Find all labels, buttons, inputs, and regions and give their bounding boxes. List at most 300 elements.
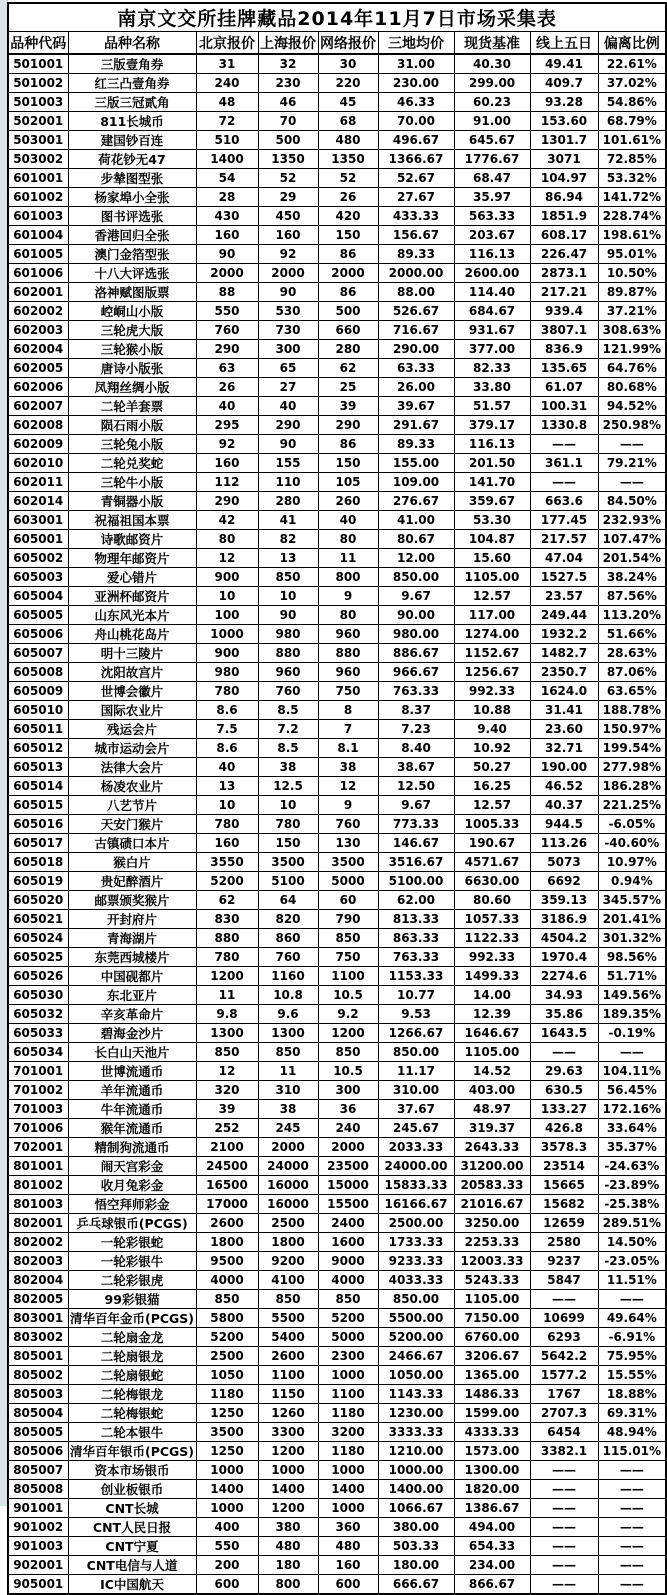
spot-benchmark-cell: 1274.00 xyxy=(454,625,530,644)
deviation-ratio-cell: 48.94% xyxy=(598,1423,666,1442)
code-cell: 605034 xyxy=(8,1043,68,1062)
code-cell: 902001 xyxy=(8,1556,68,1575)
network-quote-cell: 8 xyxy=(318,701,378,720)
three-area-average-cell: 763.33 xyxy=(378,948,454,967)
deviation-ratio-cell: -0.19% xyxy=(598,1024,666,1043)
shanghai-quote-cell: 12.5 xyxy=(258,777,318,796)
spot-benchmark-cell: 403.00 xyxy=(454,1081,530,1100)
online-five-day-cell: 3578.3 xyxy=(530,1138,598,1157)
spot-benchmark-cell: 377.00 xyxy=(454,340,530,359)
network-quote-cell: 52 xyxy=(318,169,378,188)
beijing-quote-cell: 252 xyxy=(196,1119,258,1138)
deviation-ratio-cell: 10.97% xyxy=(598,853,666,872)
beijing-quote-cell: 160 xyxy=(196,226,258,245)
name-cell: 荷花钞无47 xyxy=(68,150,196,169)
table-row xyxy=(8,359,666,378)
network-quote-cell: 220 xyxy=(318,74,378,93)
deviation-ratio-cell: —— xyxy=(598,1290,666,1309)
deviation-ratio-cell: 64.76% xyxy=(598,359,666,378)
network-quote-cell: 5000 xyxy=(318,1328,378,1347)
name-cell: 二轮扇金龙 xyxy=(68,1328,196,1347)
code-cell: 605012 xyxy=(8,739,68,758)
beijing-quote-cell: 850 xyxy=(196,1290,258,1309)
deviation-ratio-cell: 221.25% xyxy=(598,796,666,815)
online-five-day-cell: 409.7 xyxy=(530,74,598,93)
spot-benchmark-cell: 40.30 xyxy=(454,54,530,74)
network-quote-cell: 10.5 xyxy=(318,1062,378,1081)
deviation-ratio-cell: 198.61% xyxy=(598,226,666,245)
deviation-ratio-cell: 63.65% xyxy=(598,682,666,701)
shanghai-quote-cell: 850 xyxy=(258,1290,318,1309)
network-quote-cell: 800 xyxy=(318,568,378,587)
online-five-day-cell: 249.44 xyxy=(530,606,598,625)
deviation-ratio-cell: 28.63% xyxy=(598,644,666,663)
table-row xyxy=(8,416,666,435)
name-cell: 二轮梅银龙 xyxy=(68,1385,196,1404)
shanghai-quote-cell: 1800 xyxy=(258,1233,318,1252)
network-quote-cell: 80 xyxy=(318,606,378,625)
deviation-ratio-cell: 345.57% xyxy=(598,891,666,910)
deviation-ratio-cell: 172.16% xyxy=(598,1100,666,1119)
three-area-average-cell: 156.67 xyxy=(378,226,454,245)
three-area-average-cell: 1066.67 xyxy=(378,1499,454,1518)
deviation-ratio-cell: —— xyxy=(598,473,666,492)
deviation-ratio-cell: 289.51% xyxy=(598,1214,666,1233)
shanghai-quote-cell: 92 xyxy=(258,245,318,264)
spot-benchmark-cell: 14.52 xyxy=(454,1062,530,1081)
three-area-average-cell: 16166.67 xyxy=(378,1195,454,1214)
table-row xyxy=(8,872,666,891)
network-quote-cell: 160 xyxy=(318,1556,378,1575)
shanghai-quote-cell: 850 xyxy=(258,568,318,587)
three-area-average-cell: 380.00 xyxy=(378,1518,454,1537)
name-cell: 资本市场银币 xyxy=(68,1461,196,1480)
three-area-average-cell: 180.00 xyxy=(378,1556,454,1575)
three-area-average-cell: 5500.00 xyxy=(378,1309,454,1328)
name-cell: 牛年流通币 xyxy=(68,1100,196,1119)
code-cell: 501002 xyxy=(8,74,68,93)
shanghai-quote-cell: 90 xyxy=(258,606,318,625)
table-row xyxy=(8,1081,666,1100)
online-five-day-cell: 217.57 xyxy=(530,530,598,549)
spot-benchmark-cell: 1057.33 xyxy=(454,910,530,929)
three-area-average-cell: 2466.67 xyxy=(378,1347,454,1366)
deviation-ratio-cell: 107.47% xyxy=(598,530,666,549)
deviation-ratio-cell: 201.41% xyxy=(598,910,666,929)
online-five-day-cell: 5642.2 xyxy=(530,1347,598,1366)
shanghai-quote-cell: 110 xyxy=(258,473,318,492)
three-area-average-cell: 2500.00 xyxy=(378,1214,454,1233)
table-row xyxy=(8,1252,666,1271)
beijing-quote-cell: 5200 xyxy=(196,1328,258,1347)
beijing-quote-cell: 510 xyxy=(196,131,258,150)
code-cell: 701003 xyxy=(8,1100,68,1119)
shanghai-quote-cell: 230 xyxy=(258,74,318,93)
table-row xyxy=(8,1271,666,1290)
table-row xyxy=(8,1309,666,1328)
three-area-average-cell: 12.00 xyxy=(378,549,454,568)
table-row xyxy=(8,340,666,359)
spot-benchmark-cell: 91.00 xyxy=(454,112,530,131)
code-cell: 605001 xyxy=(8,530,68,549)
three-area-average-cell: 496.67 xyxy=(378,131,454,150)
code-cell: 805005 xyxy=(8,1423,68,1442)
spot-benchmark-cell: 12003.33 xyxy=(454,1252,530,1271)
spot-benchmark-cell: 35.97 xyxy=(454,188,530,207)
shanghai-quote-cell: 3300 xyxy=(258,1423,318,1442)
table-row xyxy=(8,815,666,834)
three-area-average-cell: 245.67 xyxy=(378,1119,454,1138)
network-quote-cell: 1600 xyxy=(318,1233,378,1252)
three-area-average-cell: 1210.00 xyxy=(378,1442,454,1461)
code-cell: 602010 xyxy=(8,454,68,473)
online-five-day-cell: 359.13 xyxy=(530,891,598,910)
name-cell: 祝福祖国本票 xyxy=(68,511,196,530)
three-area-average-cell: 773.33 xyxy=(378,815,454,834)
name-cell: 城市运动会片 xyxy=(68,739,196,758)
name-cell: 明十三陵片 xyxy=(68,644,196,663)
spot-benchmark-cell: 645.67 xyxy=(454,131,530,150)
three-area-average-cell: 850.00 xyxy=(378,1290,454,1309)
shanghai-quote-cell: 40 xyxy=(258,397,318,416)
name-cell: 建国钞百连 xyxy=(68,131,196,150)
shanghai-quote-cell: 1000 xyxy=(258,1461,318,1480)
network-quote-cell: 1400 xyxy=(318,1480,378,1499)
deviation-ratio-cell: 199.54% xyxy=(598,739,666,758)
table-row xyxy=(8,54,666,74)
beijing-quote-cell: 90 xyxy=(196,245,258,264)
deviation-ratio-cell: 87.56% xyxy=(598,587,666,606)
code-cell: 802003 xyxy=(8,1252,68,1271)
name-cell: 99彩银猫 xyxy=(68,1290,196,1309)
shanghai-quote-cell: 480 xyxy=(258,1537,318,1556)
table-row xyxy=(8,473,666,492)
code-cell: 605033 xyxy=(8,1024,68,1043)
spot-benchmark-cell: 3250.00 xyxy=(454,1214,530,1233)
three-area-average-cell: 10.77 xyxy=(378,986,454,1005)
network-quote-cell: 290 xyxy=(318,416,378,435)
shanghai-quote-cell: 29 xyxy=(258,188,318,207)
network-quote-cell: 12 xyxy=(318,777,378,796)
name-cell: 八艺节片 xyxy=(68,796,196,815)
network-quote-cell: 3200 xyxy=(318,1423,378,1442)
name-cell: 二轮梅银蛇 xyxy=(68,1404,196,1423)
shanghai-quote-cell: 5400 xyxy=(258,1328,318,1347)
deviation-ratio-cell: 38.24% xyxy=(598,568,666,587)
three-area-average-cell: 15833.33 xyxy=(378,1176,454,1195)
spot-benchmark-cell: 33.80 xyxy=(454,378,530,397)
beijing-quote-cell: 11 xyxy=(196,986,258,1005)
network-quote-cell: 105 xyxy=(318,473,378,492)
online-five-day-cell: 46.52 xyxy=(530,777,598,796)
shanghai-quote-cell: 1150 xyxy=(258,1385,318,1404)
three-area-average-cell: 38.67 xyxy=(378,758,454,777)
name-cell: 二轮扇银蛇 xyxy=(68,1366,196,1385)
three-area-average-cell: 230.00 xyxy=(378,74,454,93)
network-quote-cell: 23500 xyxy=(318,1157,378,1176)
table-row xyxy=(8,701,666,720)
deviation-ratio-cell: -40.60% xyxy=(598,834,666,853)
spot-benchmark-cell: 114.40 xyxy=(454,283,530,302)
deviation-ratio-cell: 87.06% xyxy=(598,663,666,682)
shanghai-quote-cell: 41 xyxy=(258,511,318,530)
online-five-day-cell: 190.00 xyxy=(530,758,598,777)
online-five-day-cell: —— xyxy=(530,473,598,492)
name-cell: 辛亥革命片 xyxy=(68,1005,196,1024)
deviation-ratio-cell: 72.85% xyxy=(598,150,666,169)
network-quote-cell: 1000 xyxy=(318,1461,378,1480)
name-cell: 中国砚都片 xyxy=(68,967,196,986)
network-quote-cell: 7 xyxy=(318,720,378,739)
shanghai-quote-cell: 52 xyxy=(258,169,318,188)
online-five-day-cell: 135.65 xyxy=(530,359,598,378)
shanghai-quote-cell: 160 xyxy=(258,226,318,245)
code-cell: 605019 xyxy=(8,872,68,891)
network-quote-cell: 40 xyxy=(318,511,378,530)
beijing-quote-cell: 1400 xyxy=(196,1480,258,1499)
spot-benchmark-cell: 1122.33 xyxy=(454,929,530,948)
deviation-ratio-cell: 201.54% xyxy=(598,549,666,568)
three-area-average-cell: 863.33 xyxy=(378,929,454,948)
beijing-quote-cell: 780 xyxy=(196,948,258,967)
spot-benchmark-cell: 1820.00 xyxy=(454,1480,530,1499)
beijing-quote-cell: 112 xyxy=(196,473,258,492)
beijing-quote-cell: 88 xyxy=(196,283,258,302)
spot-benchmark-cell: 80.60 xyxy=(454,891,530,910)
beijing-quote-cell: 430 xyxy=(196,207,258,226)
network-quote-cell: 45 xyxy=(318,93,378,112)
name-cell: CNT人民日报 xyxy=(68,1518,196,1537)
name-cell: 三轮兔小版 xyxy=(68,435,196,454)
network-quote-cell: 600 xyxy=(318,1575,378,1595)
shanghai-quote-cell: 4100 xyxy=(258,1271,318,1290)
spot-benchmark-cell: 12.39 xyxy=(454,1005,530,1024)
shanghai-quote-cell: 16000 xyxy=(258,1195,318,1214)
table-row xyxy=(8,1233,666,1252)
spot-benchmark-cell: 1776.67 xyxy=(454,150,530,169)
code-cell: 601001 xyxy=(8,169,68,188)
spot-benchmark-cell: 10.92 xyxy=(454,739,530,758)
shanghai-quote-cell: 245 xyxy=(258,1119,318,1138)
table-row xyxy=(8,986,666,1005)
network-quote-cell: 790 xyxy=(318,910,378,929)
beijing-quote-cell: 200 xyxy=(196,1556,258,1575)
column-header-spot-benchmark: 现货基准 xyxy=(454,32,530,55)
spot-benchmark-cell: 12.57 xyxy=(454,587,530,606)
name-cell: 残运会片 xyxy=(68,720,196,739)
table-body xyxy=(8,54,666,1594)
spot-benchmark-cell: 51.57 xyxy=(454,397,530,416)
three-area-average-cell: 716.67 xyxy=(378,321,454,340)
three-area-average-cell: 88.00 xyxy=(378,283,454,302)
three-area-average-cell: 276.67 xyxy=(378,492,454,511)
network-quote-cell: 2000 xyxy=(318,1138,378,1157)
online-five-day-cell: 361.1 xyxy=(530,454,598,473)
beijing-quote-cell: 80 xyxy=(196,530,258,549)
table-row xyxy=(8,245,666,264)
online-five-day-cell: 6293 xyxy=(530,1328,598,1347)
online-five-day-cell: 93.28 xyxy=(530,93,598,112)
name-cell: 步辇图型张 xyxy=(68,169,196,188)
beijing-quote-cell: 10 xyxy=(196,796,258,815)
spot-benchmark-cell: 1365.00 xyxy=(454,1366,530,1385)
code-cell: 905001 xyxy=(8,1575,68,1595)
network-quote-cell: 480 xyxy=(318,131,378,150)
table-row xyxy=(8,1024,666,1043)
spot-benchmark-cell: 82.33 xyxy=(454,359,530,378)
shanghai-quote-cell: 1160 xyxy=(258,967,318,986)
shanghai-quote-cell: 1300 xyxy=(258,1024,318,1043)
beijing-quote-cell: 39 xyxy=(196,1100,258,1119)
deviation-ratio-cell: 51.71% xyxy=(598,967,666,986)
table-row xyxy=(8,625,666,644)
table-row xyxy=(8,644,666,663)
deviation-ratio-cell: 149.56% xyxy=(598,986,666,1005)
online-five-day-cell: 1301.7 xyxy=(530,131,598,150)
table-row xyxy=(8,568,666,587)
online-five-day-cell: 226.47 xyxy=(530,245,598,264)
network-quote-cell: 9.2 xyxy=(318,1005,378,1024)
spot-benchmark-cell: 7150.00 xyxy=(454,1309,530,1328)
name-cell: 东北亚片 xyxy=(68,986,196,1005)
spot-benchmark-cell: 234.00 xyxy=(454,1556,530,1575)
shanghai-quote-cell: 1100 xyxy=(258,1366,318,1385)
code-cell: 802001 xyxy=(8,1214,68,1233)
online-five-day-cell: 630.5 xyxy=(530,1081,598,1100)
deviation-ratio-cell: —— xyxy=(598,1480,666,1499)
three-area-average-cell: 1143.33 xyxy=(378,1385,454,1404)
name-cell: 三轮牛小版 xyxy=(68,473,196,492)
three-area-average-cell: 109.00 xyxy=(378,473,454,492)
beijing-quote-cell: 780 xyxy=(196,815,258,834)
online-five-day-cell: 663.6 xyxy=(530,492,598,511)
shanghai-quote-cell: 5500 xyxy=(258,1309,318,1328)
beijing-quote-cell: 100 xyxy=(196,606,258,625)
beijing-quote-cell: 1800 xyxy=(196,1233,258,1252)
shanghai-quote-cell: 32 xyxy=(258,54,318,74)
table-row xyxy=(8,131,666,150)
name-cell: 物理年邮资片 xyxy=(68,549,196,568)
network-quote-cell: 86 xyxy=(318,245,378,264)
network-quote-cell: 3500 xyxy=(318,853,378,872)
three-area-average-cell: 310.00 xyxy=(378,1081,454,1100)
name-cell: 闹天宫彩金 xyxy=(68,1157,196,1176)
network-quote-cell: 5000 xyxy=(318,872,378,891)
table-row xyxy=(8,1556,666,1575)
table-row xyxy=(8,169,666,188)
online-five-day-cell: 1330.8 xyxy=(530,416,598,435)
code-cell: 802004 xyxy=(8,1271,68,1290)
deviation-ratio-cell: —— xyxy=(598,1537,666,1556)
code-cell: 605030 xyxy=(8,986,68,1005)
network-quote-cell: 5200 xyxy=(318,1309,378,1328)
spot-benchmark-cell: 992.33 xyxy=(454,682,530,701)
online-five-day-cell: 5847 xyxy=(530,1271,598,1290)
deviation-ratio-cell: 186.28% xyxy=(598,777,666,796)
beijing-quote-cell: 48 xyxy=(196,93,258,112)
code-cell: 605024 xyxy=(8,929,68,948)
beijing-quote-cell: 5200 xyxy=(196,872,258,891)
column-header-network-quote: 网络报价 xyxy=(318,32,378,55)
online-five-day-cell: 23.60 xyxy=(530,720,598,739)
spot-benchmark-cell: 203.67 xyxy=(454,226,530,245)
table-row xyxy=(8,1575,666,1595)
code-cell: 803002 xyxy=(8,1328,68,1347)
name-cell: 香港回归全张 xyxy=(68,226,196,245)
three-area-average-cell: 9.53 xyxy=(378,1005,454,1024)
shanghai-quote-cell: 64 xyxy=(258,891,318,910)
online-five-day-cell: 1851.9 xyxy=(530,207,598,226)
deviation-ratio-cell: 11.51% xyxy=(598,1271,666,1290)
shanghai-quote-cell: 150 xyxy=(258,834,318,853)
shanghai-quote-cell: 780 xyxy=(258,815,318,834)
beijing-quote-cell: 550 xyxy=(196,1537,258,1556)
table-row xyxy=(8,606,666,625)
table-row xyxy=(8,1499,666,1518)
three-area-average-cell: 1000.00 xyxy=(378,1461,454,1480)
code-cell: 605013 xyxy=(8,758,68,777)
shanghai-quote-cell: 850 xyxy=(258,1043,318,1062)
spot-benchmark-cell: 1105.00 xyxy=(454,568,530,587)
column-header-online-five-day: 线上五日 xyxy=(530,32,598,55)
online-five-day-cell: 15682 xyxy=(530,1195,598,1214)
code-cell: 605026 xyxy=(8,967,68,986)
network-quote-cell: 960 xyxy=(318,625,378,644)
shanghai-quote-cell: 13 xyxy=(258,549,318,568)
code-cell: 605032 xyxy=(8,1005,68,1024)
shanghai-quote-cell: 1400 xyxy=(258,1480,318,1499)
table-row xyxy=(8,1537,666,1556)
table-row xyxy=(8,93,666,112)
network-quote-cell: 850 xyxy=(318,1290,378,1309)
beijing-quote-cell: 26 xyxy=(196,378,258,397)
network-quote-cell: 25 xyxy=(318,378,378,397)
network-quote-cell: 26 xyxy=(318,188,378,207)
spot-benchmark-cell: 20583.33 xyxy=(454,1176,530,1195)
column-header-deviation-ratio: 偏离比例 xyxy=(598,32,666,55)
online-five-day-cell: 1577.2 xyxy=(530,1366,598,1385)
beijing-quote-cell: 1000 xyxy=(196,625,258,644)
page-title: 南京文交所挂牌藏品2014年11月7日市场采集表 xyxy=(8,3,666,32)
name-cell: 古镇碛口本片 xyxy=(68,834,196,853)
name-cell: 青海湖片 xyxy=(68,929,196,948)
three-area-average-cell: 3516.67 xyxy=(378,853,454,872)
spot-benchmark-cell: 16.25 xyxy=(454,777,530,796)
spot-benchmark-cell: 1386.67 xyxy=(454,1499,530,1518)
table-row xyxy=(8,1062,666,1081)
three-area-average-cell: 666.67 xyxy=(378,1575,454,1595)
name-cell: 舟山桃花岛片 xyxy=(68,625,196,644)
three-area-average-cell: 2033.33 xyxy=(378,1138,454,1157)
beijing-quote-cell: 1180 xyxy=(196,1385,258,1404)
three-area-average-cell: 526.67 xyxy=(378,302,454,321)
deviation-ratio-cell: 37.21% xyxy=(598,302,666,321)
network-quote-cell: 1000 xyxy=(318,1366,378,1385)
beijing-quote-cell: 7.5 xyxy=(196,720,258,739)
beijing-quote-cell: 9.8 xyxy=(196,1005,258,1024)
table-row xyxy=(8,1423,666,1442)
three-area-average-cell: 80.67 xyxy=(378,530,454,549)
shanghai-quote-cell: 5100 xyxy=(258,872,318,891)
shanghai-quote-cell: 27 xyxy=(258,378,318,397)
shanghai-quote-cell: 1260 xyxy=(258,1404,318,1423)
online-five-day-cell: 3071 xyxy=(530,150,598,169)
code-cell: 602001 xyxy=(8,283,68,302)
network-quote-cell: 86 xyxy=(318,435,378,454)
table-row xyxy=(8,264,666,283)
table-row xyxy=(8,530,666,549)
name-cell: 爱心错片 xyxy=(68,568,196,587)
